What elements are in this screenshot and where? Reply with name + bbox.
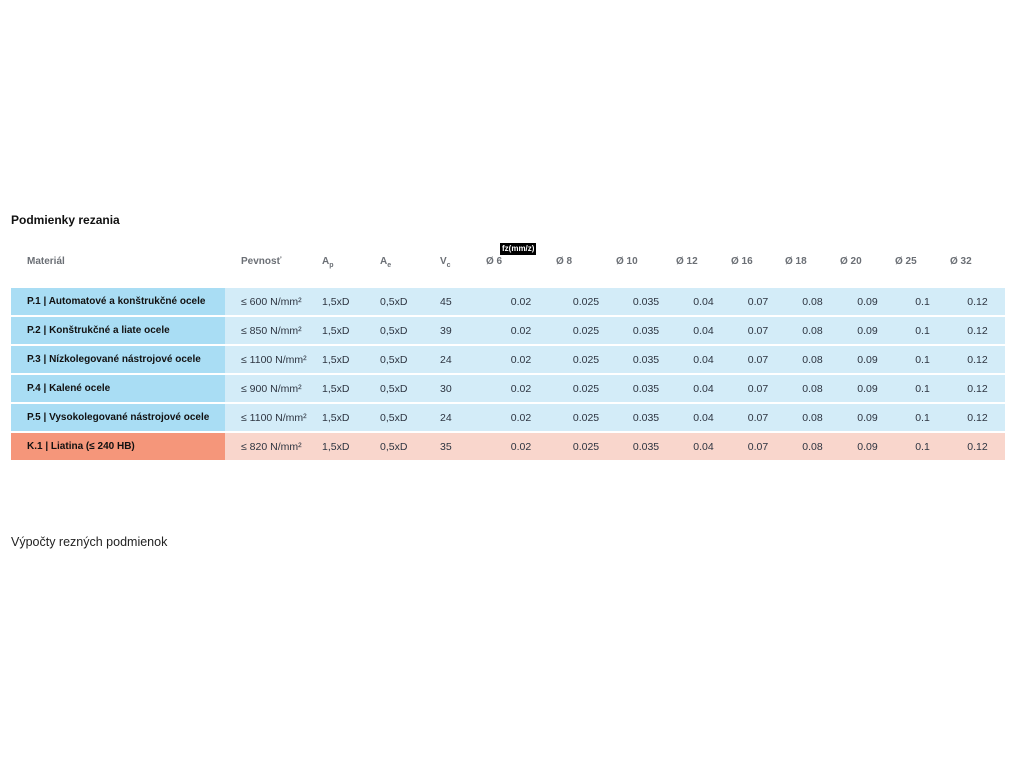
- d12-cell: 0.04: [676, 433, 731, 462]
- col-vc: $V_c$: [440, 256, 451, 269]
- table-header-row: [11, 256, 1005, 288]
- d20-cell: 0.09: [840, 433, 895, 462]
- table-row: [11, 433, 1005, 462]
- d10-cell: 0.035: [616, 288, 676, 317]
- ae-cell: 0,5xD: [380, 404, 440, 433]
- ap-cell: 1,5xD: [322, 317, 380, 346]
- d16-cell: 0.07: [731, 375, 785, 404]
- d16-cell: 0.07: [731, 433, 785, 462]
- col-d12: Ø 12: [676, 256, 698, 267]
- d25-cell: 0.1: [895, 404, 950, 433]
- col-ap: $A_p$: [322, 256, 334, 269]
- d16-cell: 0.07: [731, 317, 785, 346]
- d10-cell: 0.035: [616, 375, 676, 404]
- d18-cell: 0.08: [785, 317, 840, 346]
- ae-cell: 0,5xD: [380, 346, 440, 375]
- ae-cell: 0,5xD: [380, 375, 440, 404]
- table-row: [11, 346, 1005, 375]
- col-ae: $A_e$: [380, 256, 392, 269]
- ap-cell: 1,5xD: [322, 346, 380, 375]
- d16-cell: 0.07: [731, 404, 785, 433]
- ap-cell: 1,5xD: [322, 375, 380, 404]
- col-d6: Ø 6: [486, 256, 503, 267]
- table-row: [11, 288, 1005, 317]
- d8-cell: 0.025: [556, 375, 616, 404]
- col-d16: Ø 16: [731, 256, 753, 267]
- d18-cell: 0.08: [785, 375, 840, 404]
- d8-cell: 0.025: [556, 433, 616, 462]
- d18-cell: 0.08: [785, 346, 840, 375]
- d8-cell: 0.025: [556, 317, 616, 346]
- d12-cell: 0.04: [676, 375, 731, 404]
- d18-cell: 0.08: [785, 433, 840, 462]
- d10-cell: 0.035: [616, 433, 676, 462]
- pevnost-cell: ≤ 820 N/mm²: [225, 433, 322, 462]
- col-d32: Ø 32: [950, 256, 972, 267]
- d6-cell: 0.02: [486, 375, 556, 404]
- col-material: Materiál: [27, 256, 65, 267]
- d32-cell: 0.12: [950, 317, 1005, 346]
- table-row: [11, 404, 1005, 433]
- cutting-conditions-table: [11, 256, 1005, 462]
- material-cell: P.3 | Nízkolegované nástrojové ocele: [11, 346, 225, 375]
- material-cell: P.2 | Konštrukčné a liate ocele: [11, 317, 225, 346]
- pevnost-cell: ≤ 900 N/mm²: [225, 375, 322, 404]
- vc-cell: 39: [440, 317, 486, 346]
- col-d10: Ø 10: [616, 256, 638, 267]
- ap-cell: 1,5xD: [322, 288, 380, 317]
- pevnost-cell: ≤ 600 N/mm²: [225, 288, 322, 317]
- col-d8: Ø 8: [556, 256, 573, 267]
- d16-cell: 0.07: [731, 346, 785, 375]
- d6-cell: 0.02: [486, 346, 556, 375]
- vc-cell: 24: [440, 404, 486, 433]
- d8-cell: 0.025: [556, 288, 616, 317]
- ae-cell: 0,5xD: [380, 433, 440, 462]
- d12-cell: 0.04: [676, 288, 731, 317]
- d6-cell: 0.02: [486, 433, 556, 462]
- d18-cell: 0.08: [785, 288, 840, 317]
- pevnost-cell: ≤ 1100 N/mm²: [225, 346, 322, 375]
- col-d18: Ø 18: [785, 256, 807, 267]
- d32-cell: 0.12: [950, 404, 1005, 433]
- d6-cell: 0.02: [486, 317, 556, 346]
- table-row: [11, 317, 1005, 346]
- d32-cell: 0.12: [950, 375, 1005, 404]
- section-title: Podmienky rezania: [11, 213, 120, 227]
- col-d20: Ø 20: [840, 256, 862, 267]
- d25-cell: 0.1: [895, 317, 950, 346]
- d20-cell: 0.09: [840, 288, 895, 317]
- material-cell: P.1 | Automatové a konštrukčné ocele: [11, 288, 225, 317]
- material-cell: P.4 | Kalené ocele: [11, 375, 225, 404]
- footer-link-text[interactable]: Výpočty rezných podmienok: [11, 535, 168, 549]
- d8-cell: 0.025: [556, 404, 616, 433]
- d18-cell: 0.08: [785, 404, 840, 433]
- d25-cell: 0.1: [895, 288, 950, 317]
- d32-cell: 0.12: [950, 346, 1005, 375]
- d20-cell: 0.09: [840, 375, 895, 404]
- fz-badge: fz(mm/z): [502, 244, 535, 253]
- vc-cell: 35: [440, 433, 486, 462]
- d6-cell: 0.02: [486, 404, 556, 433]
- pevnost-cell: ≤ 850 N/mm²: [225, 317, 322, 346]
- d20-cell: 0.09: [840, 346, 895, 375]
- col-d25: Ø 25: [895, 256, 917, 267]
- d12-cell: 0.04: [676, 404, 731, 433]
- vc-cell: 24: [440, 346, 486, 375]
- d12-cell: 0.04: [676, 346, 731, 375]
- pevnost-cell: ≤ 1100 N/mm²: [225, 404, 322, 433]
- vc-cell: 30: [440, 375, 486, 404]
- d12-cell: 0.04: [676, 317, 731, 346]
- d32-cell: 0.12: [950, 433, 1005, 462]
- col-pevnost: Pevnosť: [241, 256, 282, 267]
- d10-cell: 0.035: [616, 404, 676, 433]
- d16-cell: 0.07: [731, 288, 785, 317]
- ap-cell: 1,5xD: [322, 404, 380, 433]
- d20-cell: 0.09: [840, 317, 895, 346]
- table-row: [11, 375, 1005, 404]
- material-cell: K.1 | Liatina (≤ 240 HB): [11, 433, 225, 462]
- material-cell: P.5 | Vysokolegované nástrojové ocele: [11, 404, 225, 433]
- d25-cell: 0.1: [895, 346, 950, 375]
- vc-cell: 45: [440, 288, 486, 317]
- d32-cell: 0.12: [950, 288, 1005, 317]
- ae-cell: 0,5xD: [380, 288, 440, 317]
- d10-cell: 0.035: [616, 346, 676, 375]
- d6-cell: 0.02: [486, 288, 556, 317]
- ae-cell: 0,5xD: [380, 317, 440, 346]
- d10-cell: 0.035: [616, 317, 676, 346]
- d25-cell: 0.1: [895, 433, 950, 462]
- d20-cell: 0.09: [840, 404, 895, 433]
- d25-cell: 0.1: [895, 375, 950, 404]
- ap-cell: 1,5xD: [322, 433, 380, 462]
- d8-cell: 0.025: [556, 346, 616, 375]
